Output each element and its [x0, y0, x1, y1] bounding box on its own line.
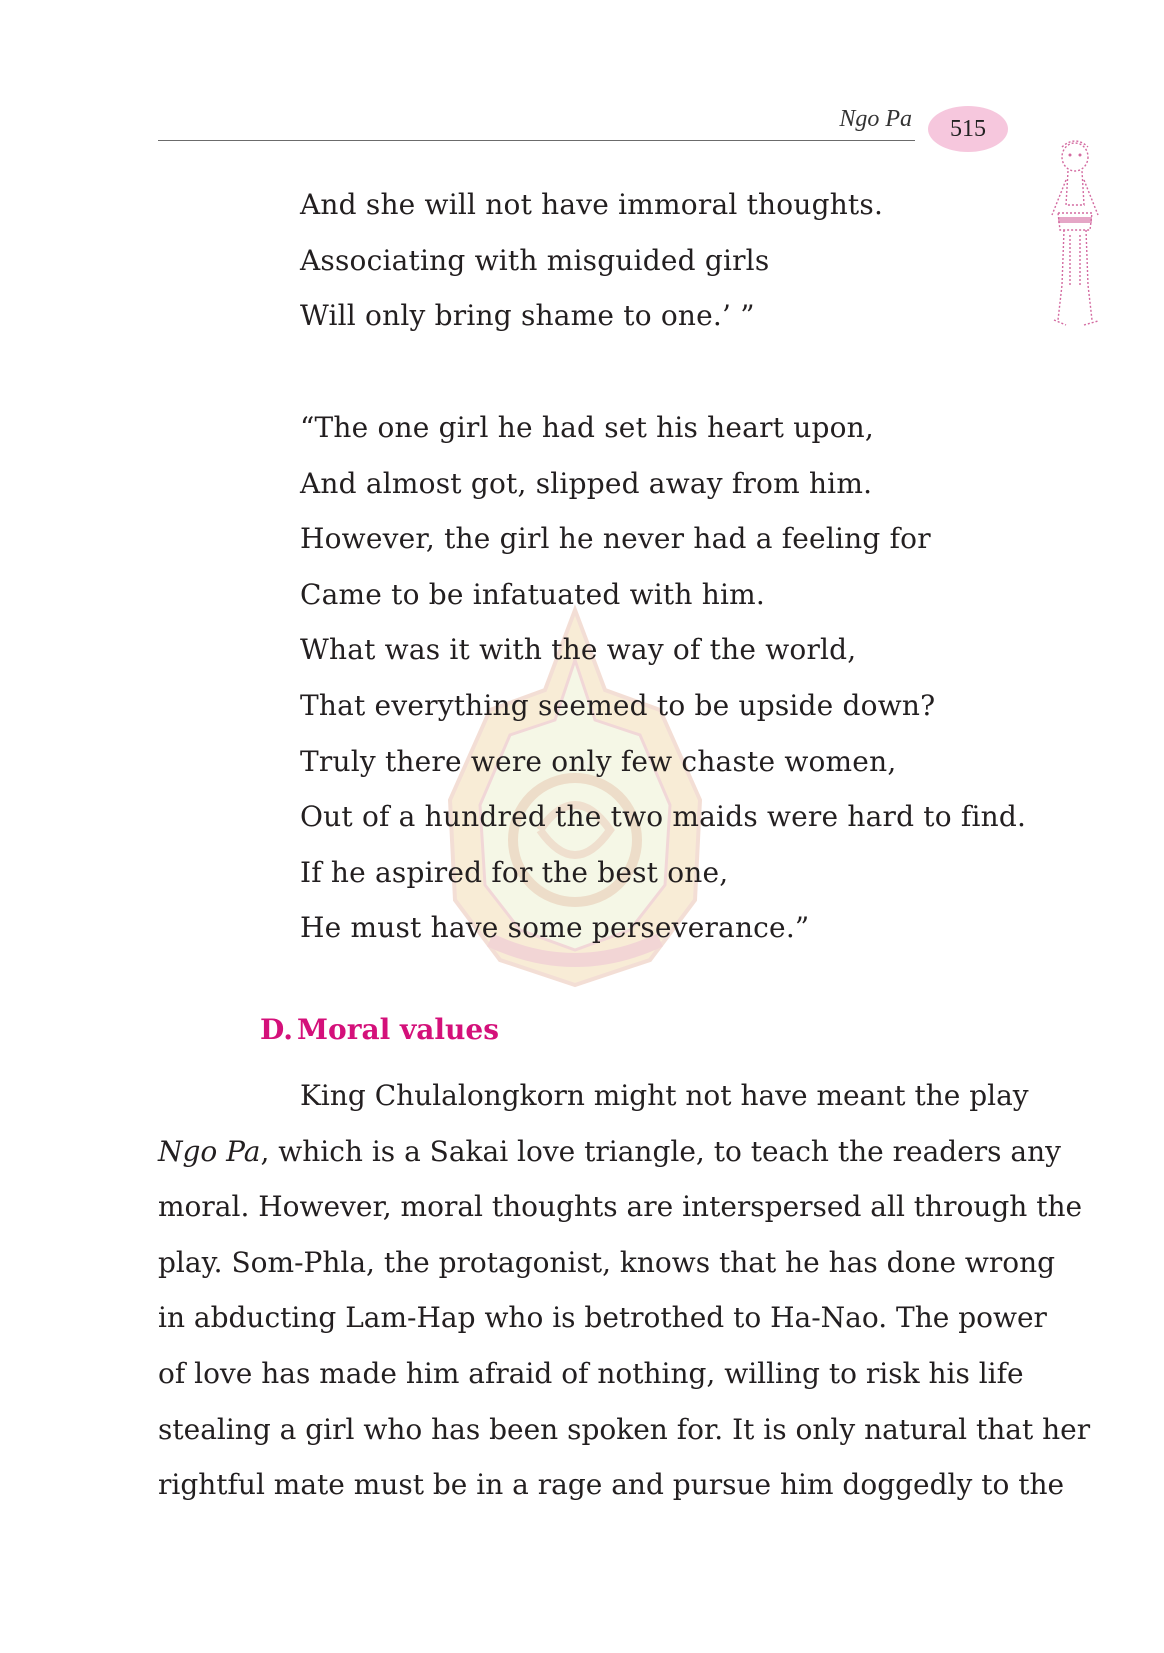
verse-line: Came to be infatuated with him. [300, 577, 765, 611]
verse-line: What was it with the way of the world, [300, 633, 857, 667]
verse-line: “The one girl he had set his heart upon, [300, 411, 874, 444]
verse-line: Will only bring shame to one.’ ” [300, 299, 755, 333]
section-letter: D. [260, 1013, 294, 1046]
verse-line: Out of a hundred the two maids were hard to find. [300, 800, 1027, 834]
header-rule [158, 140, 915, 141]
paragraph-line: moral. However, moral thoughts are interspersed all through the [158, 1190, 1083, 1224]
paragraph-line: stealing a girl who has been spoken for. It is only natural that her [158, 1412, 1091, 1446]
verse-line: If he aspired for the best one, [300, 855, 729, 889]
running-title: Ngo Pa [839, 106, 912, 132]
paragraph-line: in abducting Lam-Hap who is betrothed to Ha-Nao. The power [158, 1301, 1047, 1335]
page-number: 515 [950, 115, 986, 142]
verse-line: That everything seemed to be upside down? [300, 688, 936, 722]
paragraph-line: King Chulalongkorn might not have meant the play [300, 1079, 1029, 1112]
page-number-badge [928, 106, 1008, 152]
verse-line: Associating with misguided girls [300, 243, 770, 277]
verse-line: And almost got, slipped away from him. [300, 466, 873, 500]
verse-line: However, the girl he never had a feeling for [300, 522, 931, 556]
section-heading [260, 1013, 499, 1046]
verse-line: Truly there were only few chaste women, [300, 744, 897, 778]
paragraph-line: play. Som-Phla, the protagonist, knows that he has done wrong [158, 1245, 1056, 1279]
paragraph-line: rightful mate must be in a rage and pursue him doggedly to the [158, 1468, 1065, 1502]
decorative-figure-icon [1040, 135, 1110, 335]
paragraph-line [158, 1124, 1061, 1180]
verse-stanza-1 [300, 177, 883, 344]
section-title: Moral values [297, 1013, 499, 1046]
verse-line: He must have some perseverance.” [300, 911, 810, 945]
paragraph-line-rest: , which is a Sakai love triangle, to teach the readers any [260, 1134, 1061, 1168]
verse-line: And she will not have immoral thoughts. [300, 188, 884, 221]
paragraph-line: of love has made him afraid of nothing, willing to risk his life [158, 1356, 1024, 1390]
body-paragraph [158, 1068, 1091, 1513]
verse-stanza-2 [300, 400, 1026, 956]
play-title-italic: Ngo Pa [158, 1134, 261, 1168]
